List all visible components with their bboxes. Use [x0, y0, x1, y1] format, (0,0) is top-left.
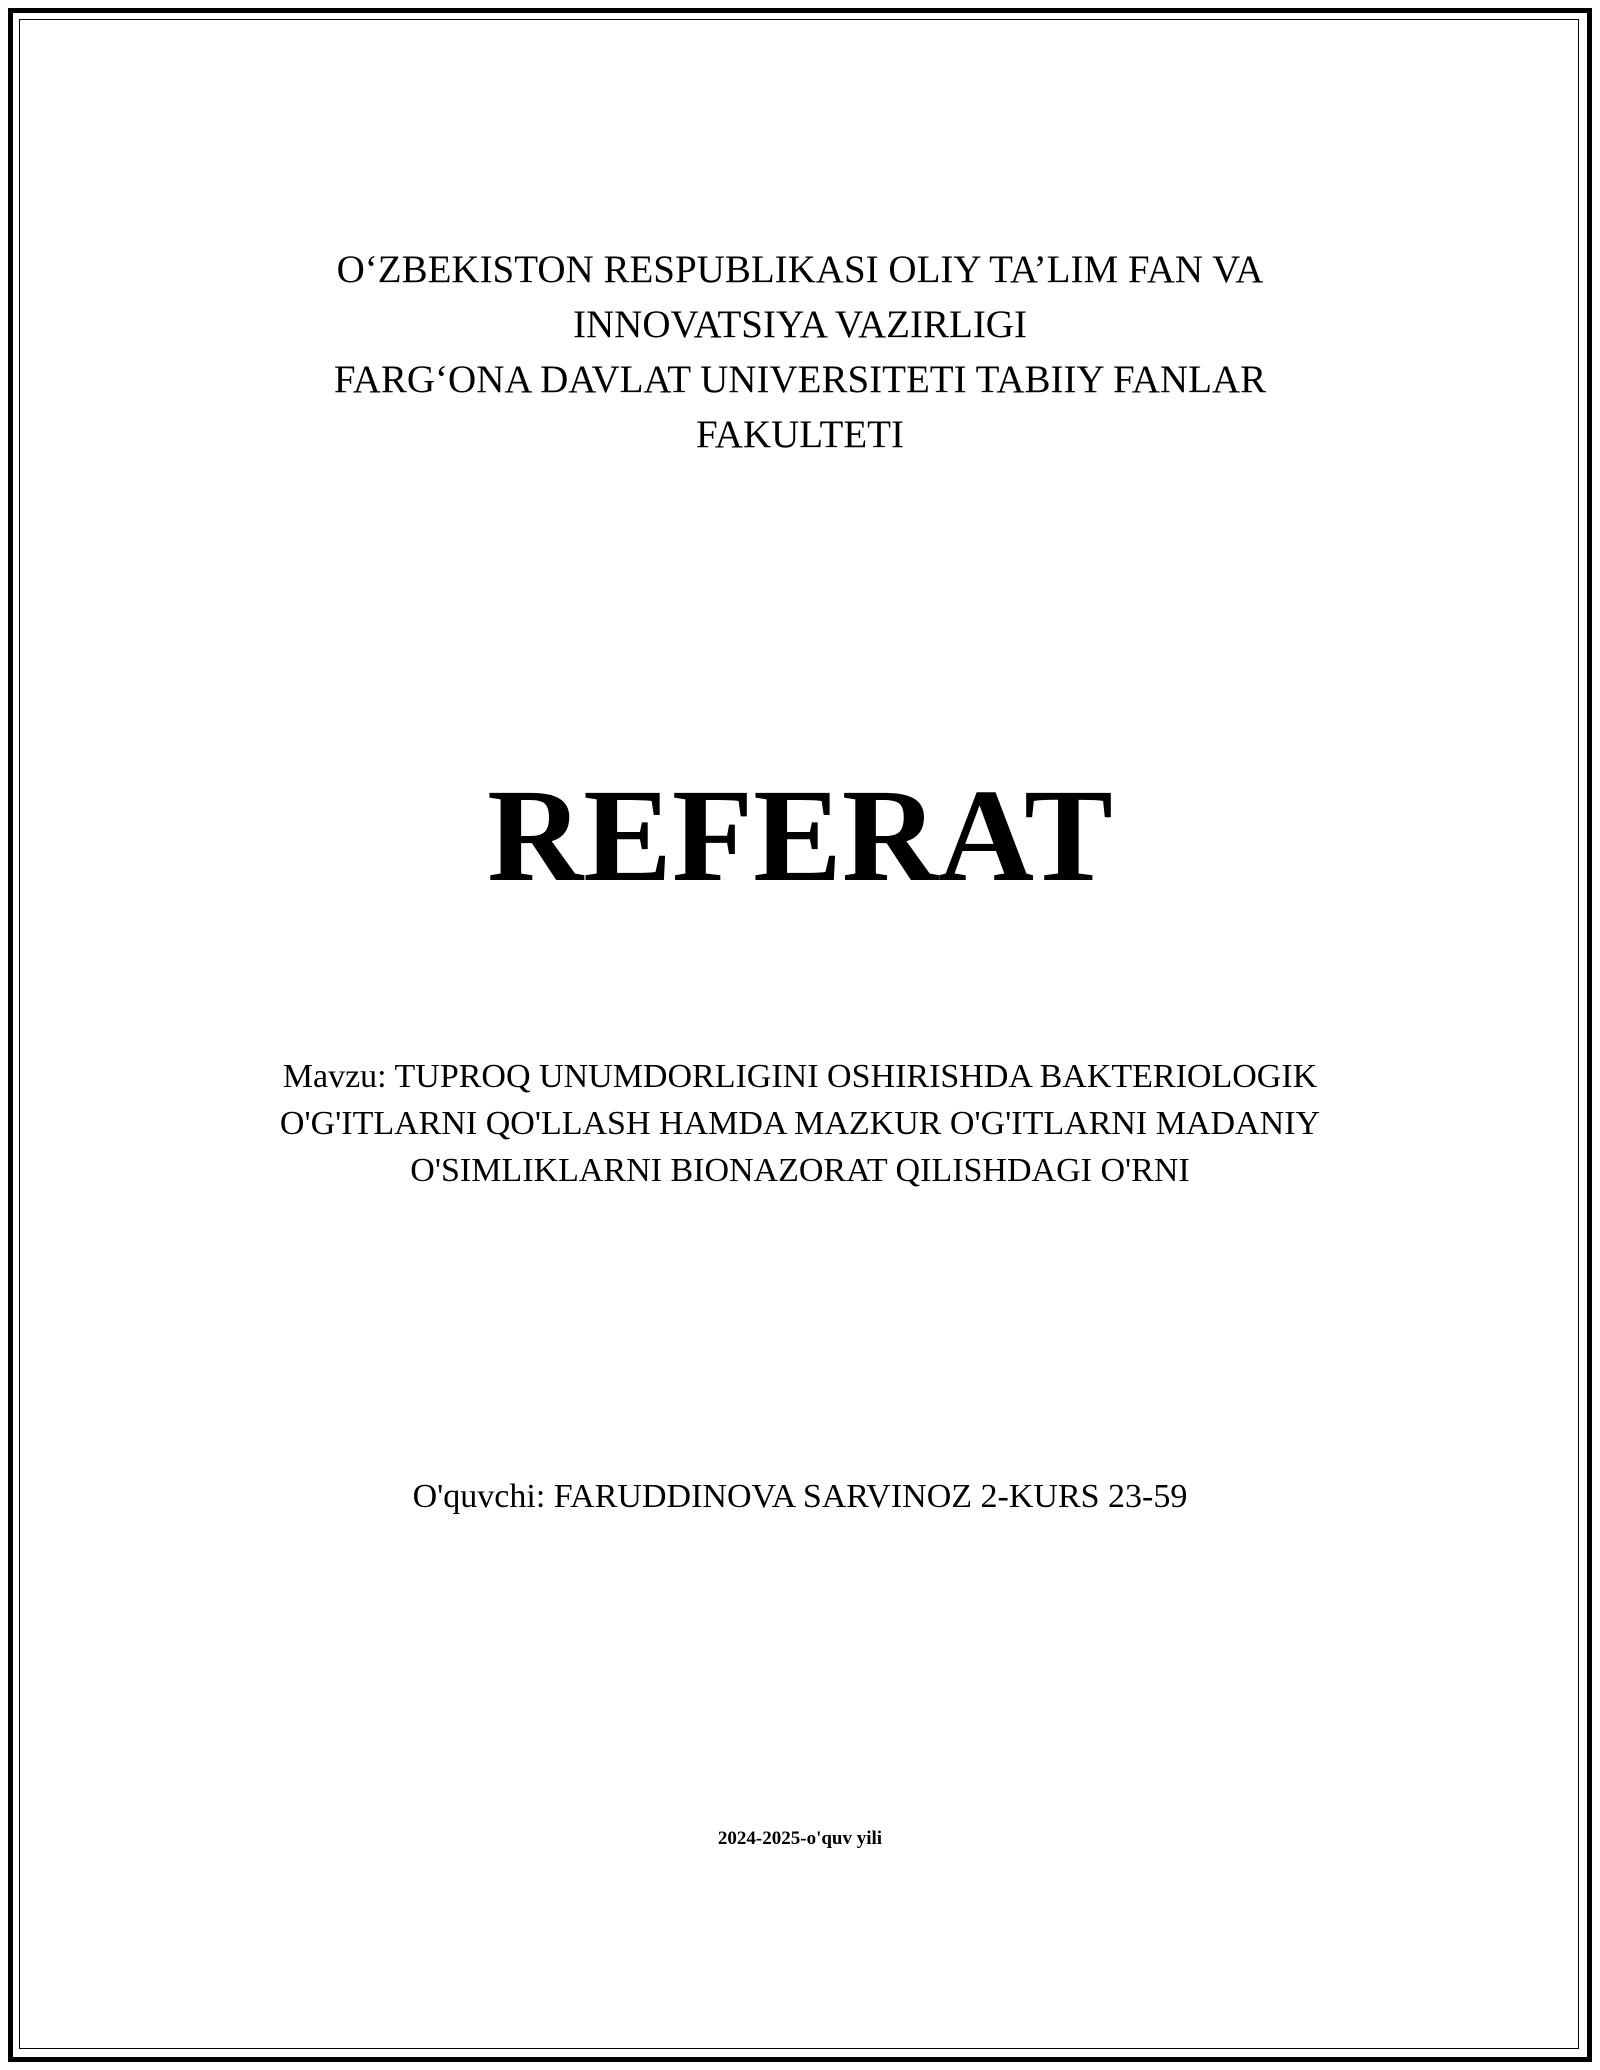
header-line: FARG‘ONA DAVLAT UNIVERSITETI TABIIY FANLAR [333, 358, 1267, 401]
topic-block [0, 1053, 1600, 1194]
student-line: O'quvchi: FARUDDINOVA SARVINOZ 2-KURS 23-59 [412, 1478, 1188, 1515]
header-line: FAKULTETI [696, 413, 904, 456]
topic-line: Mavzu: TUPROQ UNUMDORLIGINI OSHIRISHDA BAKTERIOLOGIK [282, 1058, 1318, 1095]
header-line: O‘ZBEKISTON RESPUBLIKASI OLIY TA’LIM FAN VA [336, 248, 1264, 291]
academic-year: 2024-2025-o'quv yili [717, 1828, 883, 1849]
institution-header [0, 242, 1600, 462]
document-title: REFERAT [487, 761, 1113, 909]
header-line: INNOVATSIYA VAZIRLIGI [573, 303, 1027, 346]
topic-line: O'G'ITLARNI QO'LLASH HAMDA MAZKUR O'G'ITLARNI MADANIY [279, 1105, 1321, 1142]
topic-line: O'SIMLIKLARNI BIONAZORAT QILISHDAGI O'RNI [410, 1152, 1190, 1189]
